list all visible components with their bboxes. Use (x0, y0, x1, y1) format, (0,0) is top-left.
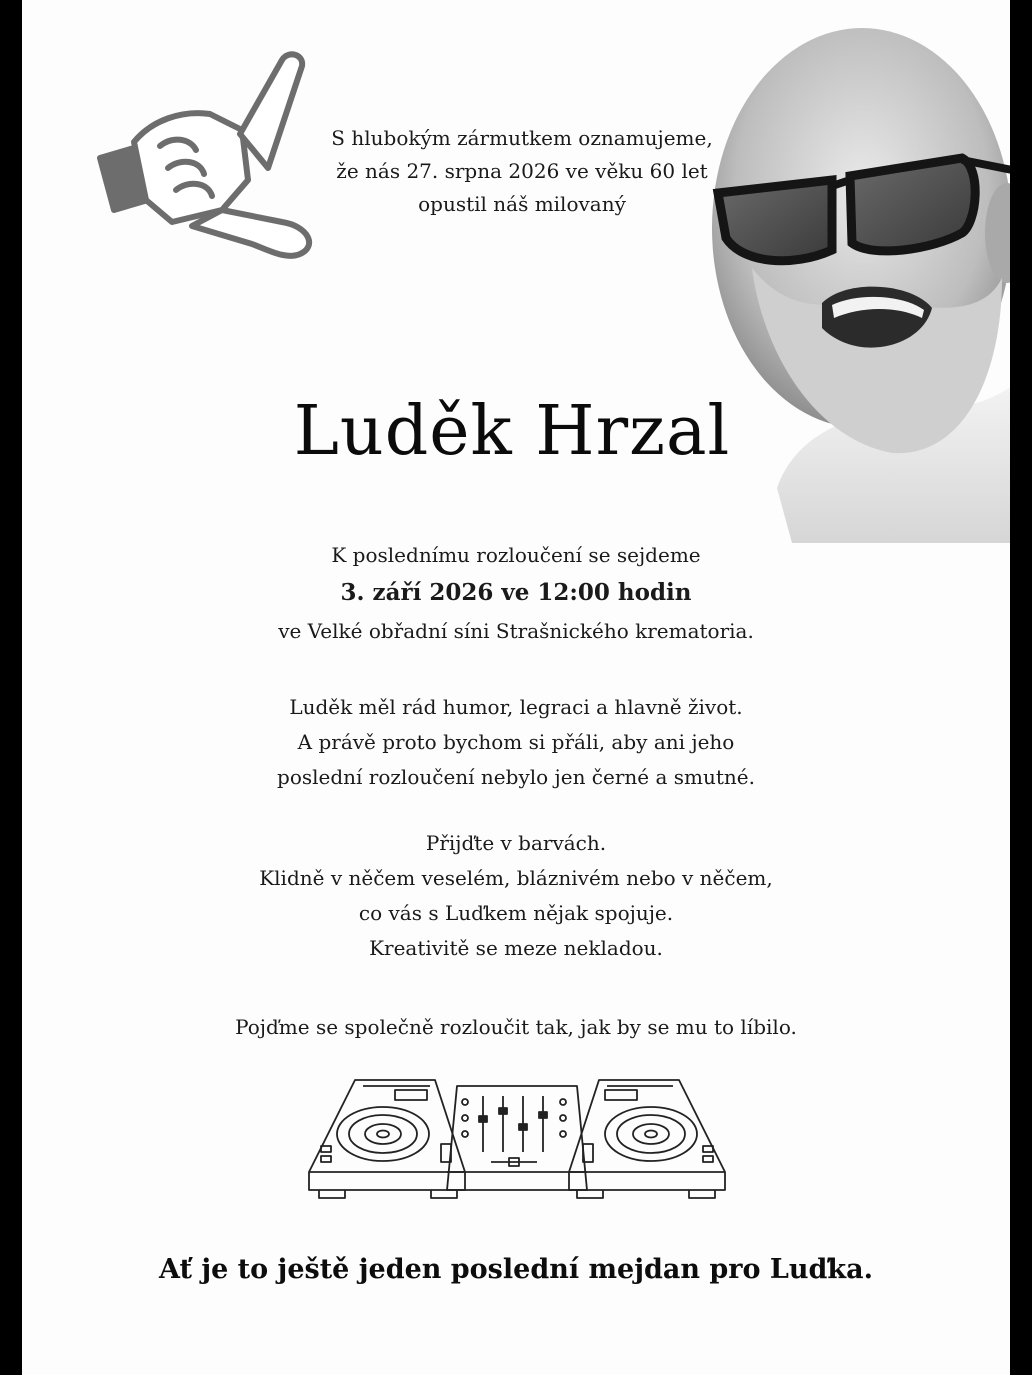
dj-decks-icon (305, 1072, 729, 1202)
dress-code-line: co vás s Luďkem nějak spojuje. (358, 901, 674, 925)
dress-code-line: Kreativitě se meze nekladou. (369, 936, 663, 960)
humor-line: A právě proto bychom si přáli, aby ani jeho (297, 730, 735, 754)
intro-line: opustil náš milovaný (418, 192, 626, 216)
intro-text (274, 122, 770, 221)
farewell-venue: ve Velké obřadní síni Strašnického krematoria. (278, 619, 754, 643)
together-line: Pojďme se společně rozloučit tak, jak by se mu to líbilo. (235, 1015, 797, 1039)
deceased-name: Luděk Hrzal (293, 392, 731, 471)
intro-line: že nás 27. srpna 2026 ve věku 60 let (336, 159, 708, 183)
humor-line: Luděk měl rád humor, legraci a hlavně život. (289, 695, 743, 719)
farewell-line: K poslednímu rozloučení se sejdeme (331, 543, 701, 567)
closing-line: Ať je to ještě jeden poslední mejdan pro Luďka. (158, 1254, 874, 1285)
dress-code-paragraph (122, 826, 910, 966)
humor-paragraph (122, 690, 910, 795)
intro-line: S hlubokým zármutkem oznamujeme, (331, 126, 713, 150)
farewell-info (122, 536, 910, 650)
humor-line: poslední rozloučení nebylo jen černé a smutné. (277, 765, 755, 789)
dress-code-line: Klidně v něčem veselém, bláznivém nebo v něčem, (259, 866, 773, 890)
dress-code-line: Přijďte v barvách. (425, 831, 607, 855)
farewell-date: 3. září 2026 ve 12:00 hodin (340, 579, 692, 606)
obituary-sheet (22, 0, 1010, 1375)
